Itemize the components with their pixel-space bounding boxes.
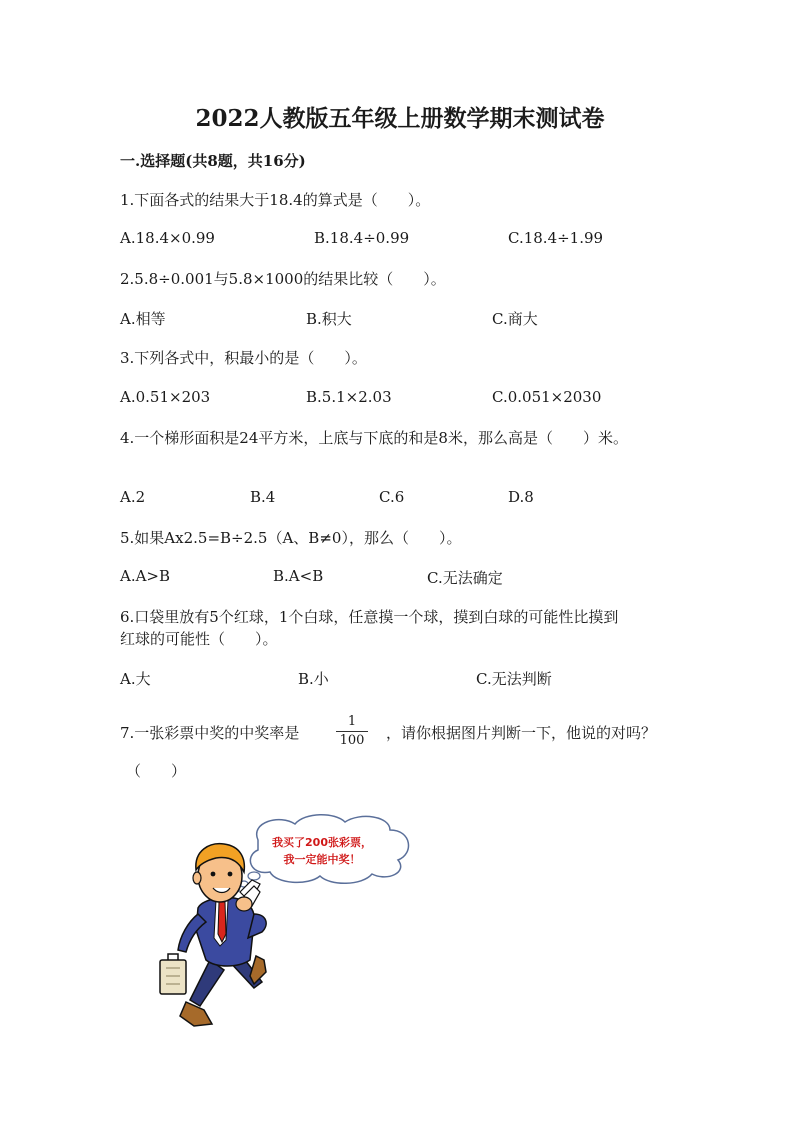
question-7-part-1: 7.一张彩票中奖的中奖率是 — [120, 724, 300, 742]
question-6-line-1: 6.口袋里放有5个红球，1个白球，任意摸一个球，摸到白球的可能性比摸到 — [120, 608, 619, 626]
q5-option-a: A.A>B — [120, 567, 171, 585]
man-head — [193, 844, 244, 902]
q3-option-a: A.0.51×203 — [120, 388, 211, 406]
q1-option-a: A.18.4×0.99 — [120, 229, 215, 247]
q2-option-a: A.相等 — [120, 310, 166, 328]
q4-option-c: C.6 — [379, 488, 405, 506]
question-4: 4.一个梯形面积是24平方米，上底与下底的和是8米，那么高是（ ）米。 — [120, 429, 628, 447]
page-title: 2022人教版五年级上册数学期末测试卷 — [195, 105, 605, 132]
q1-option-b: B.18.4÷0.99 — [314, 229, 410, 247]
lottery-man-illustration — [150, 810, 430, 1040]
q6-option-c: C.无法判断 — [476, 670, 552, 688]
q6-option-a: A.大 — [120, 670, 151, 688]
q3-option-b: B.5.1×2.03 — [306, 388, 392, 406]
question-7-part-2: ，请你根据图片判断一下，他说的对吗？ — [386, 724, 657, 742]
question-6-line-2: 红球的可能性（ ）。 — [120, 630, 278, 648]
question-1: 1.下面各式的结果大于18.4的算式是（ ）。 — [120, 191, 431, 209]
q2-option-c: C.商大 — [492, 310, 538, 328]
q3-option-c: C.0.051×2030 — [492, 388, 602, 406]
speech-line-2: 我一定能中奖！ — [283, 853, 361, 866]
q4-option-d: D.8 — [508, 488, 534, 506]
q1-option-c: C.18.4÷1.99 — [508, 229, 604, 247]
fraction-one-hundredth — [336, 714, 368, 749]
q4-option-b: B.4 — [250, 488, 276, 506]
section-heading: 一.选择题(共8题，共16分) — [120, 152, 306, 170]
question-3: 3.下列各式中，积最小的是（ ）。 — [120, 349, 367, 367]
q6-option-b: B.小 — [298, 670, 329, 688]
q2-option-b: B.积大 — [306, 310, 352, 328]
question-2: 2.5.8÷0.001与5.8×1000的结果比较（ ）。 — [120, 270, 446, 288]
fraction-numerator: 1 — [347, 714, 357, 729]
q5-option-b: B.A<B — [273, 567, 324, 585]
fraction-denominator: 100 — [339, 733, 365, 748]
q5-option-c: C.无法确定 — [427, 569, 503, 587]
q4-option-a: A.2 — [120, 488, 146, 506]
fraction-bar — [336, 731, 368, 732]
question-7-answer-blank: （ ） — [126, 762, 187, 780]
thought-bubble — [235, 815, 409, 892]
question-5: 5.如果Ax2.5=B÷2.5（A、B≠0），那么（ ）。 — [120, 529, 462, 547]
speech-line-1: 我买了200张彩票， — [272, 836, 372, 849]
